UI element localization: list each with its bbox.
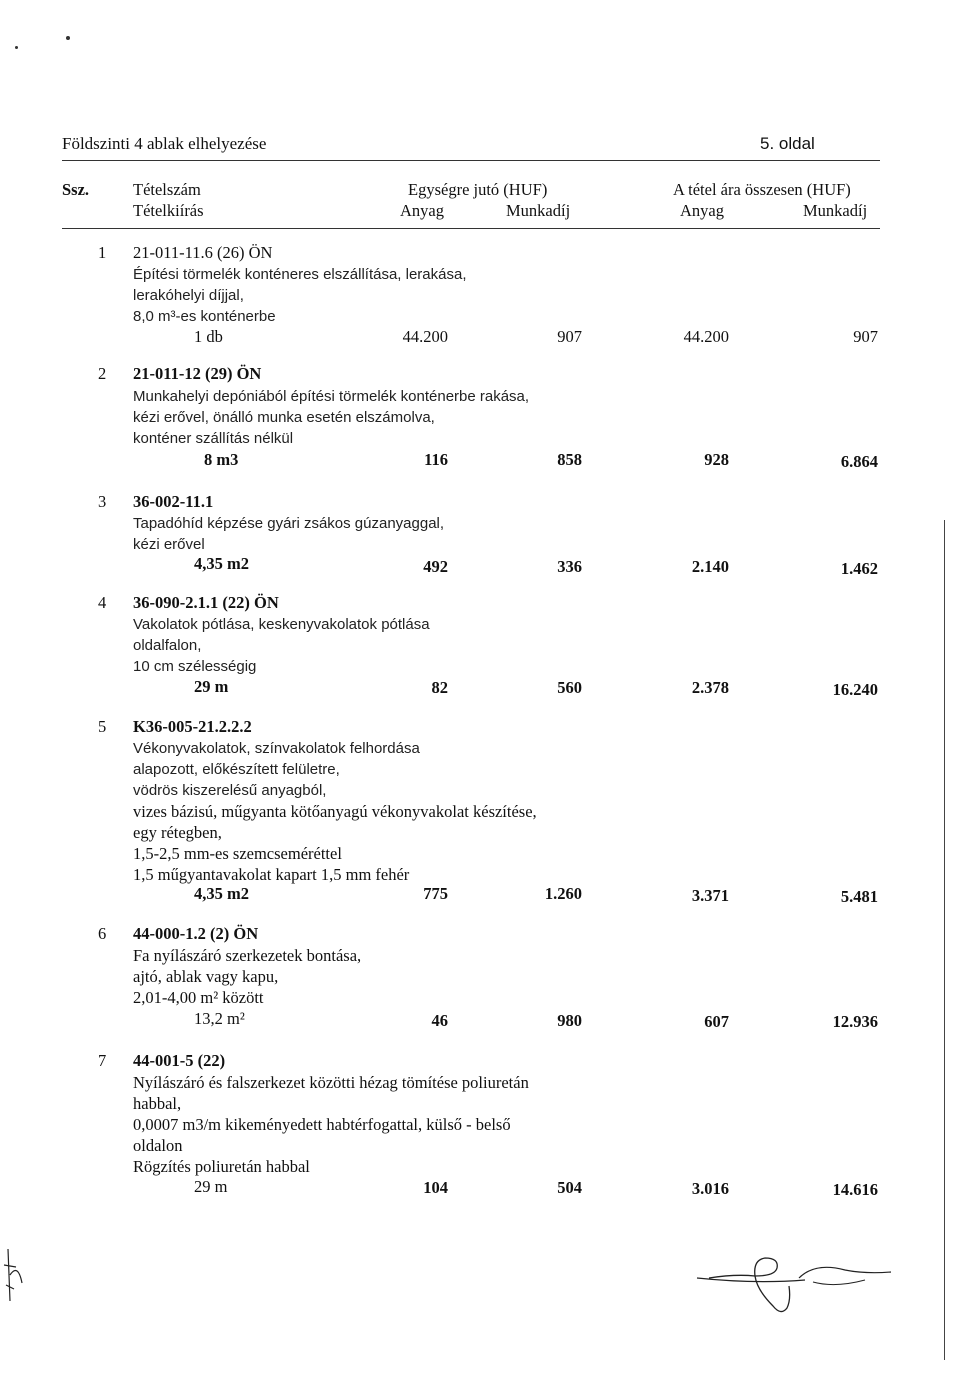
item-desc-line: Vékonyvakolatok, színvakolatok felhordása: [133, 740, 420, 757]
item-desc-line: Vakolatok pótlása, keskenyvakolatok pótlása: [133, 616, 430, 633]
total-anyag-value: 928: [704, 450, 729, 469]
stray-mark: [15, 46, 18, 49]
item-number: 5: [98, 717, 107, 736]
item-desc-line: 8,0 m³-es konténerbe: [133, 308, 276, 325]
item-desc-line: kézi erővel: [133, 536, 205, 553]
total-munka-value: 14.616: [832, 1180, 878, 1199]
item-code: 36-002-11.1: [133, 492, 214, 511]
item-desc-line: 2,01-4,00 m² között: [133, 988, 264, 1007]
handwritten-initial: [0, 1245, 30, 1305]
item-desc-line: 1,5 műgyantavakolat kapart 1,5 mm fehér: [133, 865, 410, 884]
item-number: 7: [98, 1051, 107, 1070]
item-qty: 4,35 m2: [194, 554, 249, 573]
item-number: 3: [98, 492, 107, 511]
total-munka-value: 6.864: [840, 452, 878, 471]
item-qty: 29 m: [194, 677, 229, 696]
item-desc-line: konténer szállítás nélkül: [133, 430, 294, 447]
unit-anyag-value: 116: [424, 450, 448, 469]
total-anyag-value: 44.200: [683, 327, 729, 346]
item-desc-line: kézi erővel, önálló munka esetén elszámolva,: [133, 409, 435, 426]
item-code: 21-011-11.6 (26) ÖN: [133, 243, 273, 262]
unit-munka-value: 980: [557, 1011, 582, 1030]
item-number: 2: [98, 364, 107, 383]
col-total-price: A tétel ára összesen (HUF): [673, 180, 851, 199]
item-desc-line: egy rétegben,: [133, 823, 222, 842]
unit-anyag-value: 104: [423, 1178, 448, 1197]
unit-munka-value: 1.260: [544, 884, 582, 903]
page-number: 5. oldal: [760, 134, 815, 153]
item-qty: 4,35 m2: [194, 884, 249, 903]
col-unit-munkadij: Munkadíj: [506, 201, 571, 220]
item-desc-line: vödrös kiszerelésű anyagból,: [133, 782, 327, 799]
item-desc-line: 0,0007 m3/m kikeményedett habtérfogattal, külső - belső: [133, 1115, 511, 1134]
col-total-munkadij: Munkadíj: [803, 201, 868, 220]
item-desc-line: Rögzítés poliuretán habbal: [133, 1157, 310, 1176]
unit-munka-value: 504: [557, 1178, 582, 1197]
item-number: 6: [98, 924, 107, 943]
unit-anyag-value: 46: [431, 1011, 448, 1030]
unit-munka-value: 858: [557, 450, 582, 469]
item-code: 21-011-12 (29) ÖN: [133, 364, 262, 383]
header-rule: [62, 160, 880, 161]
total-munka-value: 12.936: [832, 1012, 878, 1031]
total-munka-value: 16.240: [832, 680, 878, 699]
item-qty: 13,2 m²: [194, 1009, 245, 1028]
item-desc-line: 10 cm szélességig: [133, 658, 257, 675]
item-desc-line: 1,5-2,5 mm-es szemcseméréttel: [133, 844, 342, 863]
item-desc-line: Munkahelyi depóniából építési törmelék konténerbe rakása,: [133, 388, 530, 405]
item-code: 44-000-1.2 (2) ÖN: [133, 924, 259, 943]
col-tetelkiiras: Tételkiírás: [133, 201, 204, 220]
col-tetelszam: Tételszám: [133, 180, 201, 199]
total-anyag-value: 2.140: [691, 557, 729, 576]
unit-anyag-value: 44.200: [402, 327, 448, 346]
unit-munka-value: 336: [557, 557, 582, 576]
item-code: 44-001-5 (22): [133, 1051, 226, 1070]
item-desc-line: oldalon: [133, 1136, 183, 1155]
unit-munka-value: 907: [557, 327, 582, 346]
item-code: 36-090-2.1.1 (22) ÖN: [133, 593, 279, 612]
item-desc-line: Tapadóhíd képzése gyári zsákos gúzanyaggal,: [133, 515, 445, 532]
item-qty: 29 m: [194, 1177, 228, 1196]
item-number: 1: [98, 243, 107, 262]
item-qty: 8 m3: [204, 450, 239, 469]
item-desc-line: vizes bázisú, műgyanta kötőanyagú vékonyvakolat készítése,: [133, 802, 537, 821]
scan-edge-line: [944, 520, 945, 1360]
total-munka-value: 907: [853, 327, 878, 346]
col-unit-price: Egységre jutó (HUF): [408, 180, 548, 199]
col-total-anyag: Anyag: [680, 201, 724, 220]
unit-munka-value: 560: [557, 678, 582, 697]
unit-anyag-value: 775: [423, 884, 448, 903]
total-anyag-value: 3.371: [691, 886, 729, 905]
item-desc-line: ajtó, ablak vagy kapu,: [133, 967, 279, 986]
item-desc-line: Építési törmelék konténeres elszállítása, lerakása,: [133, 266, 467, 283]
total-anyag-value: 2.378: [691, 678, 729, 697]
item-desc-line: habbal,: [133, 1094, 182, 1113]
table-header-rule: [62, 228, 880, 229]
item-desc-line: oldalfalon,: [133, 637, 202, 654]
item-desc-line: Fa nyílászáró szerkezetek bontása,: [133, 946, 362, 965]
item-number: 4: [98, 593, 107, 612]
unit-anyag-value: 492: [423, 557, 448, 576]
total-munka-value: 1.462: [840, 559, 878, 578]
item-code: K36-005-21.2.2.2: [133, 717, 252, 736]
total-anyag-value: 3.016: [691, 1179, 729, 1198]
item-desc-line: alapozott, előkészített felületre,: [133, 761, 340, 778]
signature: [695, 1244, 905, 1324]
col-ssz: Ssz.: [62, 180, 90, 199]
stray-mark: [66, 36, 70, 40]
total-anyag-value: 607: [704, 1012, 729, 1031]
unit-anyag-value: 82: [431, 678, 448, 697]
item-desc-line: lerakóhelyi díjjal,: [133, 287, 244, 304]
total-munka-value: 5.481: [840, 887, 878, 906]
col-unit-anyag: Anyag: [400, 201, 444, 220]
item-qty: 1 db: [194, 327, 223, 346]
item-desc-line: Nyílászáró és falszerkezet közötti hézag tömítése poliuretán: [133, 1073, 529, 1092]
page-title: Földszinti 4 ablak elhelyezése: [62, 134, 267, 153]
